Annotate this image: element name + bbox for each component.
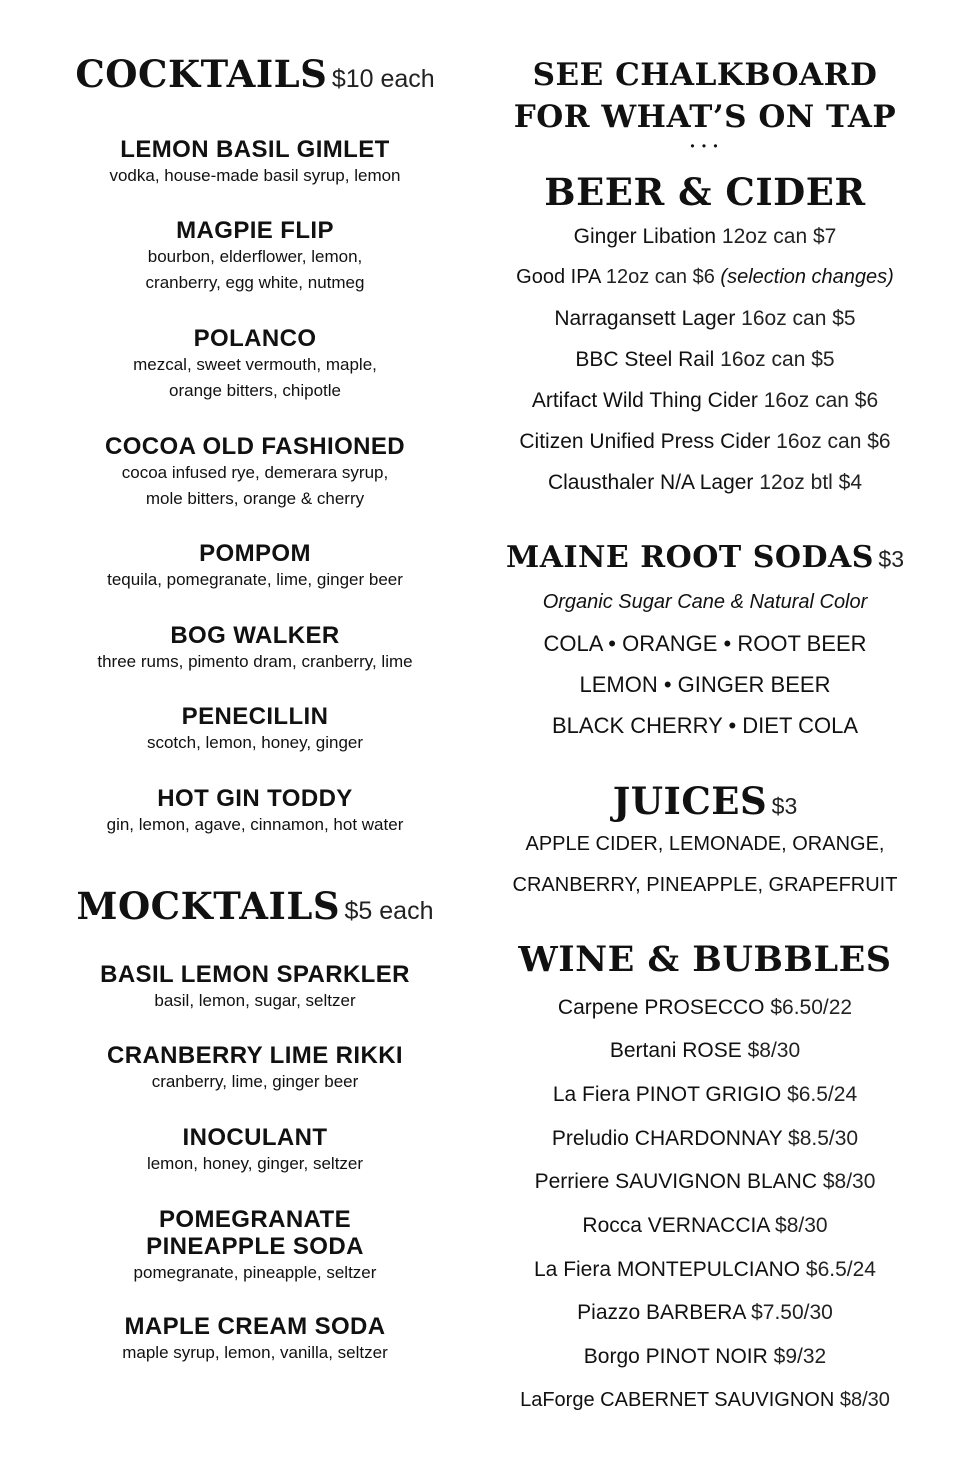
- wine-price: $8/30: [775, 1214, 828, 1237]
- beer-note: (selection changes): [720, 266, 894, 288]
- cocktails-header: [20, 52, 490, 96]
- menu-item: [20, 1313, 490, 1366]
- beer-item: [490, 225, 920, 249]
- drink-name: COCOA OLD FASHIONED: [104, 433, 406, 460]
- wine-producer: Piazzo: [577, 1301, 641, 1324]
- drink-description: mezcal, sweet vermouth, maple,: [133, 355, 377, 374]
- wine-price: $8.5/30: [788, 1127, 859, 1150]
- wine-title: WINE & BUBBLES: [518, 939, 892, 980]
- tap-notice-line: FOR WHAT’S ON TAP: [513, 99, 897, 135]
- menu-item: [20, 433, 490, 512]
- mocktails-title: MOCKTAILS: [76, 884, 341, 928]
- drink-name: MAGPIE FLIP: [176, 217, 334, 244]
- beer-name: BBC Steel Rail: [575, 348, 715, 371]
- menu-item: [20, 217, 490, 296]
- wine-producer: Perriere: [534, 1170, 610, 1193]
- menu-item: [20, 325, 490, 404]
- beer-detail: 16oz can $5: [720, 348, 835, 371]
- beer-detail: 12oz can $7: [721, 225, 837, 248]
- wine-price: $7.50/30: [751, 1301, 833, 1324]
- menu-item: [20, 1124, 490, 1177]
- menu-item: [20, 961, 490, 1014]
- wine-producer: Preludio: [551, 1127, 629, 1150]
- drink-description: maple syrup, lemon, vanilla, seltzer: [122, 1343, 388, 1362]
- wine-price: $6.5/24: [787, 1083, 858, 1106]
- divider-dots: • • •: [690, 139, 720, 153]
- cocktails-title: COCKTAILS: [75, 52, 328, 96]
- wine-price: $8/30: [747, 1039, 801, 1062]
- soda-flavors: COLA • ORANGE • ROOT BEER: [543, 631, 867, 656]
- drink-description: basil, lemon, sugar, seltzer: [154, 991, 356, 1010]
- wine-varietal: BARBERA: [646, 1301, 746, 1324]
- wine-varietal: PINOT GRIGIO: [635, 1083, 782, 1106]
- beer-header: [490, 170, 920, 214]
- beer-detail: 16oz can $6: [776, 430, 891, 453]
- drink-description: lemon, honey, ginger, seltzer: [146, 1154, 364, 1173]
- wine-item: [490, 1039, 920, 1063]
- wine-price: $9/32: [773, 1345, 827, 1368]
- beer-name: Narragansett Lager: [554, 307, 736, 330]
- menu-item: [20, 703, 490, 756]
- tap-notice: [490, 54, 920, 154]
- menu-item: [20, 1042, 490, 1095]
- drink-description: gin, lemon, agave, cinnamon, hot water: [106, 815, 404, 834]
- wine-item: [490, 1345, 920, 1369]
- drink-name: PENECILLIN: [181, 703, 329, 730]
- mocktails-header: [20, 884, 490, 928]
- wine-header: [490, 939, 920, 980]
- beer-name: Artifact Wild Thing Cider: [531, 389, 758, 412]
- wine-varietal: CABERNET SAUVIGNON: [600, 1389, 835, 1411]
- drink-description: cocoa infused rye, demerara syrup,: [121, 463, 389, 482]
- wine-producer: La Fiera: [552, 1083, 630, 1106]
- wine-producer: Carpene: [557, 996, 639, 1019]
- beer-item: [490, 307, 920, 331]
- beer-detail: 12oz btl $4: [759, 471, 863, 494]
- tap-notice-line: SEE CHALKBOARD: [532, 57, 878, 93]
- wine-varietal: PINOT NOIR: [645, 1345, 768, 1368]
- drink-name: HOT GIN TODDY: [157, 785, 353, 812]
- menu-item: [20, 785, 490, 838]
- wine-price: $6.50/22: [770, 996, 853, 1019]
- beer-name: Ginger Libation: [573, 225, 717, 248]
- wine-varietal: SAUVIGNON BLANC: [615, 1170, 818, 1193]
- drink-name: BOG WALKER: [170, 622, 340, 649]
- beer-title: BEER & CIDER: [544, 170, 866, 214]
- drink-description: pomegranate, pineapple, seltzer: [133, 1263, 377, 1282]
- beer-item: [490, 348, 920, 372]
- drink-description: tequila, pomegranate, lime, ginger beer: [107, 570, 403, 589]
- drink-name: POMEGRANATE: [159, 1206, 351, 1233]
- beer-detail: 16oz can $6: [763, 389, 879, 412]
- wine-varietal: MONTEPULCIANO: [616, 1258, 801, 1281]
- menu-item: [20, 1206, 490, 1286]
- menu-item: [20, 622, 490, 675]
- drink-description: orange bitters, chipotle: [169, 381, 341, 400]
- beer-item: [490, 266, 920, 289]
- juice-list: APPLE CIDER, LEMONADE, ORANGE,: [525, 833, 885, 855]
- drink-name: POMPOM: [199, 540, 311, 567]
- wine-varietal: VERNACCIA: [647, 1214, 770, 1237]
- mocktails-price: $5 each: [344, 897, 434, 925]
- beer-detail: 12oz can $6: [605, 266, 715, 288]
- menu-item: [20, 540, 490, 593]
- beer-item: [490, 389, 920, 413]
- juices-price: $3: [771, 793, 798, 819]
- drink-name: INOCULANT: [182, 1124, 328, 1151]
- sodas-header: [490, 540, 920, 575]
- drink-name: PINEAPPLE SODA: [146, 1233, 364, 1260]
- beer-detail: 16oz can $5: [741, 307, 856, 330]
- wine-item: [490, 1170, 920, 1194]
- juices-title: JUICES: [612, 779, 768, 823]
- drink-name: BASIL LEMON SPARKLER: [100, 961, 410, 988]
- menu-item: [20, 136, 490, 189]
- beer-name: Good IPA: [516, 266, 601, 288]
- drink-name: POLANCO: [193, 325, 317, 352]
- beer-name: Clausthaler N/A Lager: [547, 471, 754, 494]
- drink-description: cranberry, egg white, nutmeg: [145, 273, 365, 292]
- sodas-price: $3: [878, 546, 905, 572]
- soda-flavors: BLACK CHERRY • DIET COLA: [551, 713, 859, 738]
- wine-item: [490, 1301, 920, 1325]
- wine-item: [490, 996, 920, 1020]
- sodas-subtitle: Organic Sugar Cane & Natural Color: [542, 591, 868, 613]
- drink-description: vodka, house-made basil syrup, lemon: [109, 166, 401, 185]
- soda-flavors: LEMON • GINGER BEER: [579, 672, 831, 697]
- cocktails-price: $10 each: [331, 65, 435, 93]
- drink-name: LEMON BASIL GIMLET: [120, 136, 390, 163]
- wine-producer: Rocca: [582, 1214, 642, 1237]
- wine-item: [490, 1389, 920, 1412]
- wine-varietal: PROSECCO: [644, 996, 765, 1019]
- drink-description: mole bitters, orange & cherry: [145, 489, 365, 508]
- wine-item: [490, 1258, 920, 1282]
- wine-producer: Borgo: [583, 1345, 640, 1368]
- drink-name: MAPLE CREAM SODA: [124, 1313, 386, 1340]
- juices-header: [490, 779, 920, 823]
- beer-name: Citizen Unified Press Cider: [519, 430, 771, 453]
- wine-varietal: ROSE: [682, 1039, 742, 1062]
- wine-price: $8/30: [839, 1389, 890, 1411]
- wine-price: $6.5/24: [805, 1258, 876, 1281]
- wine-varietal: CHARDONNAY: [634, 1127, 783, 1150]
- wine-producer: LaForge: [520, 1389, 595, 1411]
- wine-producer: La Fiera: [534, 1258, 612, 1281]
- drink-description: scotch, lemon, honey, ginger: [146, 733, 364, 752]
- beer-item: [490, 430, 920, 454]
- drink-description: bourbon, elderflower, lemon,: [147, 247, 363, 266]
- drink-name: CRANBERRY LIME RIKKI: [106, 1042, 403, 1069]
- drink-description: three rums, pimento dram, cranberry, lime: [97, 652, 413, 671]
- wine-item: [490, 1214, 920, 1238]
- wine-producer: Bertani: [609, 1039, 677, 1062]
- wine-price: $8/30: [822, 1170, 876, 1193]
- beer-item: [490, 471, 920, 495]
- drink-description: cranberry, lime, ginger beer: [151, 1072, 359, 1091]
- wine-item: [490, 1127, 920, 1151]
- juice-list: CRANBERRY, PINEAPPLE, GRAPEFRUIT: [512, 874, 898, 896]
- wine-item: [490, 1083, 920, 1107]
- sodas-title: MAINE ROOT SODAS: [505, 540, 874, 575]
